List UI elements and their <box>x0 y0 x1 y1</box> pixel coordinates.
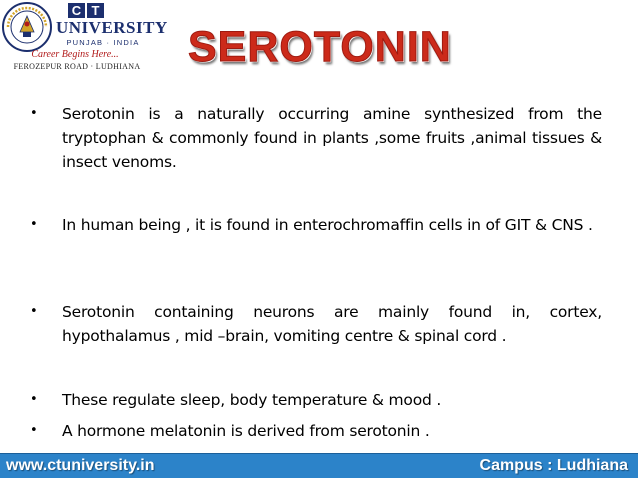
bullet-dot-icon: • <box>30 106 38 121</box>
bullet-text: Serotonin containing neurons are mainly found in, cortex, hypothalamus , mid –brain, vomiting centre & spinal cord . <box>62 303 602 345</box>
ct-letter-c: C <box>68 3 85 18</box>
university-logo <box>0 0 168 76</box>
bullet-item <box>28 388 602 412</box>
university-address: FEROZEPUR ROAD · LUDHIANA <box>13 62 141 71</box>
bullet-text: A hormone melatonin is derived from serotonin . <box>62 422 430 440</box>
bullet-dot-icon: • <box>30 217 38 232</box>
bullet-dot-icon: • <box>30 423 38 438</box>
university-name: UNIVERSITY <box>56 18 168 37</box>
ct-letter-t: T <box>87 3 104 18</box>
bullet-dot-icon: • <box>30 392 38 407</box>
ct-letters <box>68 3 104 18</box>
bullet-item <box>28 300 602 348</box>
footer-bar <box>0 453 638 478</box>
bullet-item <box>28 213 602 237</box>
bullet-text: These regulate sleep, body temperature & mood . <box>62 391 442 409</box>
footer-campus-label: Campus : Ludhiana <box>479 457 628 474</box>
bullet-text: In human being , it is found in enterochromaffin cells in of GIT & CNS . <box>62 216 593 234</box>
bullet-item <box>28 419 602 443</box>
footer-website-link[interactable]: www.ctuniversity.in <box>6 457 155 474</box>
university-tagline: Career Begins Here... <box>31 49 119 60</box>
bullet-text: Serotonin is a naturally occurring amine synthesized from the tryptophan & commonly found in plants ,some fruits ,animal tissues & insect venoms. <box>62 105 602 171</box>
university-seal-icon <box>2 2 52 52</box>
bullet-dot-icon: • <box>30 304 38 319</box>
university-subtitle: PUNJAB · INDIA <box>66 38 140 47</box>
bullet-item <box>28 102 602 174</box>
slide-title: SEROTONIN <box>188 23 452 71</box>
